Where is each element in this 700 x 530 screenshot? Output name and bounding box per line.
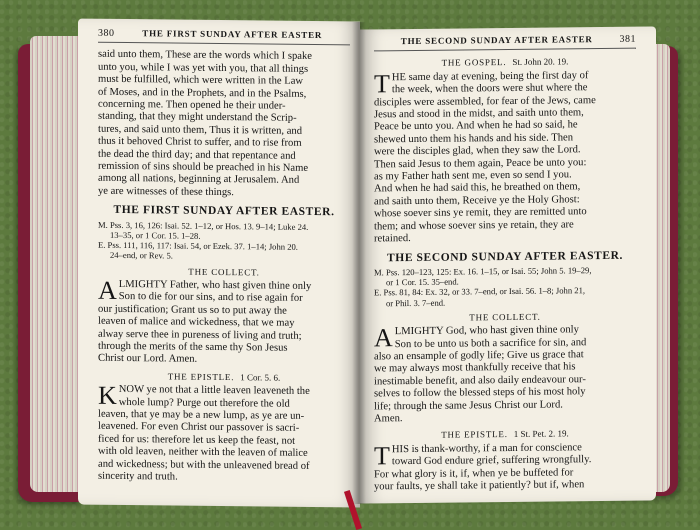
text-line: thus it behoved Christ to suffer, and to rise from [98, 135, 302, 150]
text-line: leavened. For even Christ our passover is sacri- [98, 421, 300, 435]
lesson-line: M. Pss. 3, 16, 126: Isai. 52. 1–12, or Hos. 13. 9–14; Luke 24. [98, 219, 309, 232]
text-line: the week, when the doors were shut where the [391, 82, 588, 96]
text-line: alway serve thee in pureness of living and truth; [98, 328, 302, 342]
gospel-title: THE GOSPEL. [441, 57, 507, 69]
left-sunday-heading: THE FIRST SUNDAY AFTER EASTER. [113, 204, 335, 219]
left-epistle-heading [98, 369, 350, 384]
left-running-title: THE FIRST SUNDAY AFTER EASTER [142, 28, 323, 41]
text-line: HIS is thank-worthy, if a man for conscience [391, 442, 582, 455]
text-line: among all nations, beginning at Jerusalem. And [98, 173, 300, 187]
right-running-title: THE SECOND SUNDAY AFTER EASTER [400, 34, 593, 47]
epistle-title: THE EPISTLE. [441, 429, 508, 441]
right-gospel-text [374, 69, 636, 245]
right-epistle-heading [374, 427, 636, 442]
drop-cap: A [98, 275, 117, 305]
left-opening-text [98, 49, 350, 201]
text-line: LMIGHTY God, who hast given thine only [394, 324, 579, 338]
text-line: standing, that they might understand the Scrip- [98, 111, 297, 125]
text-line: leaven of malice and wickedness, that we may [98, 315, 295, 329]
lesson-line: or Phil. 3. 7–end. [386, 297, 446, 308]
drop-cap: A [374, 323, 393, 353]
text-line: HE same day at evening, being the first day of [391, 69, 589, 84]
text-line: were the disciples glad, when they saw the Lord. [374, 144, 581, 158]
text-line: retained. [374, 233, 411, 245]
text-line: selves to follow the blessed steps of his most holy [374, 386, 586, 400]
left-page [78, 19, 360, 508]
text-line: unto you, while I was yet with you, that all things [98, 61, 309, 75]
right-running-head [374, 33, 636, 52]
left-page-number: 380 [98, 27, 115, 39]
text-line: disciples were assembled, for fear of the Jews, came [374, 94, 596, 109]
text-line: through the merits of the same thy Son Jesus [98, 340, 288, 354]
left-collect-heading: THE COLLECT. [188, 266, 260, 277]
text-line: shewed unto them his hands and his side. Then [374, 132, 573, 146]
text-line: we may always most thankfully receive that his [374, 361, 576, 375]
text-line: Peace be unto you. And when he had so said, he [374, 119, 578, 133]
text-line: And when he had said this, he breathed on them, [374, 181, 581, 195]
text-line: sincerity and truth. [98, 470, 178, 483]
epistle-title: THE EPISTLE. [167, 371, 235, 382]
right-lessons [374, 265, 636, 309]
left-lessons [98, 219, 350, 262]
lesson-line: M. Pss. 120–123, 125: Ex. 16. 1–15, or Isai. 55; John 5. 19–29, [374, 265, 592, 278]
text-line: Then said Jesus to them again, Peace be unto you: [374, 156, 587, 171]
text-line: whole lump? Purge out therefore the old [118, 396, 290, 410]
gospel-reference: St. John 20. 19. [512, 56, 569, 68]
epistle-reference: 1 Cor. 5. 6. [240, 371, 281, 383]
text-line: the dead the third day; and that repentance and [98, 148, 296, 162]
left-running-head [98, 27, 350, 46]
drop-cap: T [374, 441, 390, 471]
text-line: ficed for us: therefore let us keep the feast, not [98, 433, 296, 447]
book-gutter [352, 22, 366, 504]
drop-cap: K [98, 380, 117, 411]
right-collect-text [374, 324, 636, 426]
text-line: Amen. [374, 413, 403, 425]
text-line: toward God endure grief, suffering wrongfully. [391, 454, 592, 468]
text-line: Christ our Lord. Amen. [98, 353, 198, 366]
text-line: ye are witnesses of these things. [98, 185, 234, 199]
text-line: whose soever sins ye remit, they are remitted unto [374, 206, 587, 220]
text-line: For what glory is it, if, when ye be buffeted for [374, 466, 574, 480]
text-line: our justification; Grant us so to put away the [98, 303, 287, 317]
lesson-line: E. Pss. 111, 116, 117: Isai. 54, or Ezek. 37. 1–14; John 20. [98, 239, 298, 252]
left-collect-text [98, 275, 350, 368]
text-line: as my Father hath sent me, even so send I you. [374, 169, 572, 183]
lesson-line: 13–35, or 1 Cor. 15. 1–28. [110, 229, 201, 241]
epistle-reference: 1 St. Pet. 2. 19. [513, 428, 569, 440]
text-line: Jesus and stood in the midst, and saith unto them, [374, 107, 584, 121]
right-collect-heading: THE COLLECT. [469, 311, 541, 323]
right-gospel-heading [374, 55, 636, 70]
text-line: them; and whose soever sins ye retain, they are [374, 218, 574, 233]
text-line: your faults, ye shall take it patiently? but if, when [374, 479, 585, 493]
text-line: with old leaven, neither with the leaven of malice [98, 445, 308, 460]
text-line: LMIGHTY Father, who hast given thine only [118, 278, 312, 292]
text-line: leaven, that ye may be a new lump, as ye are un- [98, 408, 305, 422]
right-epistle-text [374, 441, 636, 493]
lesson-line: E. Pss. 81, 84: Ex. 32, or 33. 7–end, or Isai. 56. 1–8; John 21, [374, 285, 586, 298]
text-line: Son to die for our sins, and to rise again for [118, 291, 303, 305]
text-line: of Moses, and in the Prophets, and in the Psalms, [98, 86, 307, 100]
text-line: remission of sins should be preached in his Name [98, 160, 309, 174]
lesson-line: or 1 Cor. 15. 35–end. [386, 276, 459, 288]
text-line: must be fulfilled, which were written in the Law [98, 73, 304, 88]
text-line: Son to be unto us both a sacrifice for sin, and [394, 336, 587, 350]
text-line: tures, and said unto them, Thus it is written, and [98, 123, 303, 137]
text-line: and saith unto them, Receive ye the Holy Ghost: [374, 194, 580, 208]
left-epistle-text [98, 380, 350, 486]
text-line: also an ensample of godly life; Give us grace that [374, 349, 584, 363]
text-line: concerning me. Then opened he their under- [98, 98, 286, 112]
text-line: inestimable benefit, and also daily endeavour our- [374, 373, 586, 388]
right-page-number: 381 [619, 33, 636, 45]
drop-cap: T [374, 69, 390, 99]
right-sunday-heading: THE SECOND SUNDAY AFTER EASTER. [387, 249, 623, 264]
text-line: and wickedness; but with the unleavened bread of [98, 458, 310, 472]
right-page [360, 26, 656, 503]
text-line: NOW ye not that a little leaven leaveneth the [118, 384, 310, 398]
lesson-line: 24–end, or Rev. 5. [110, 250, 173, 261]
text-line: said unto them, These are the words which I spake [98, 49, 312, 63]
text-line: life; through the same Jesus Christ our Lord. [374, 398, 563, 412]
